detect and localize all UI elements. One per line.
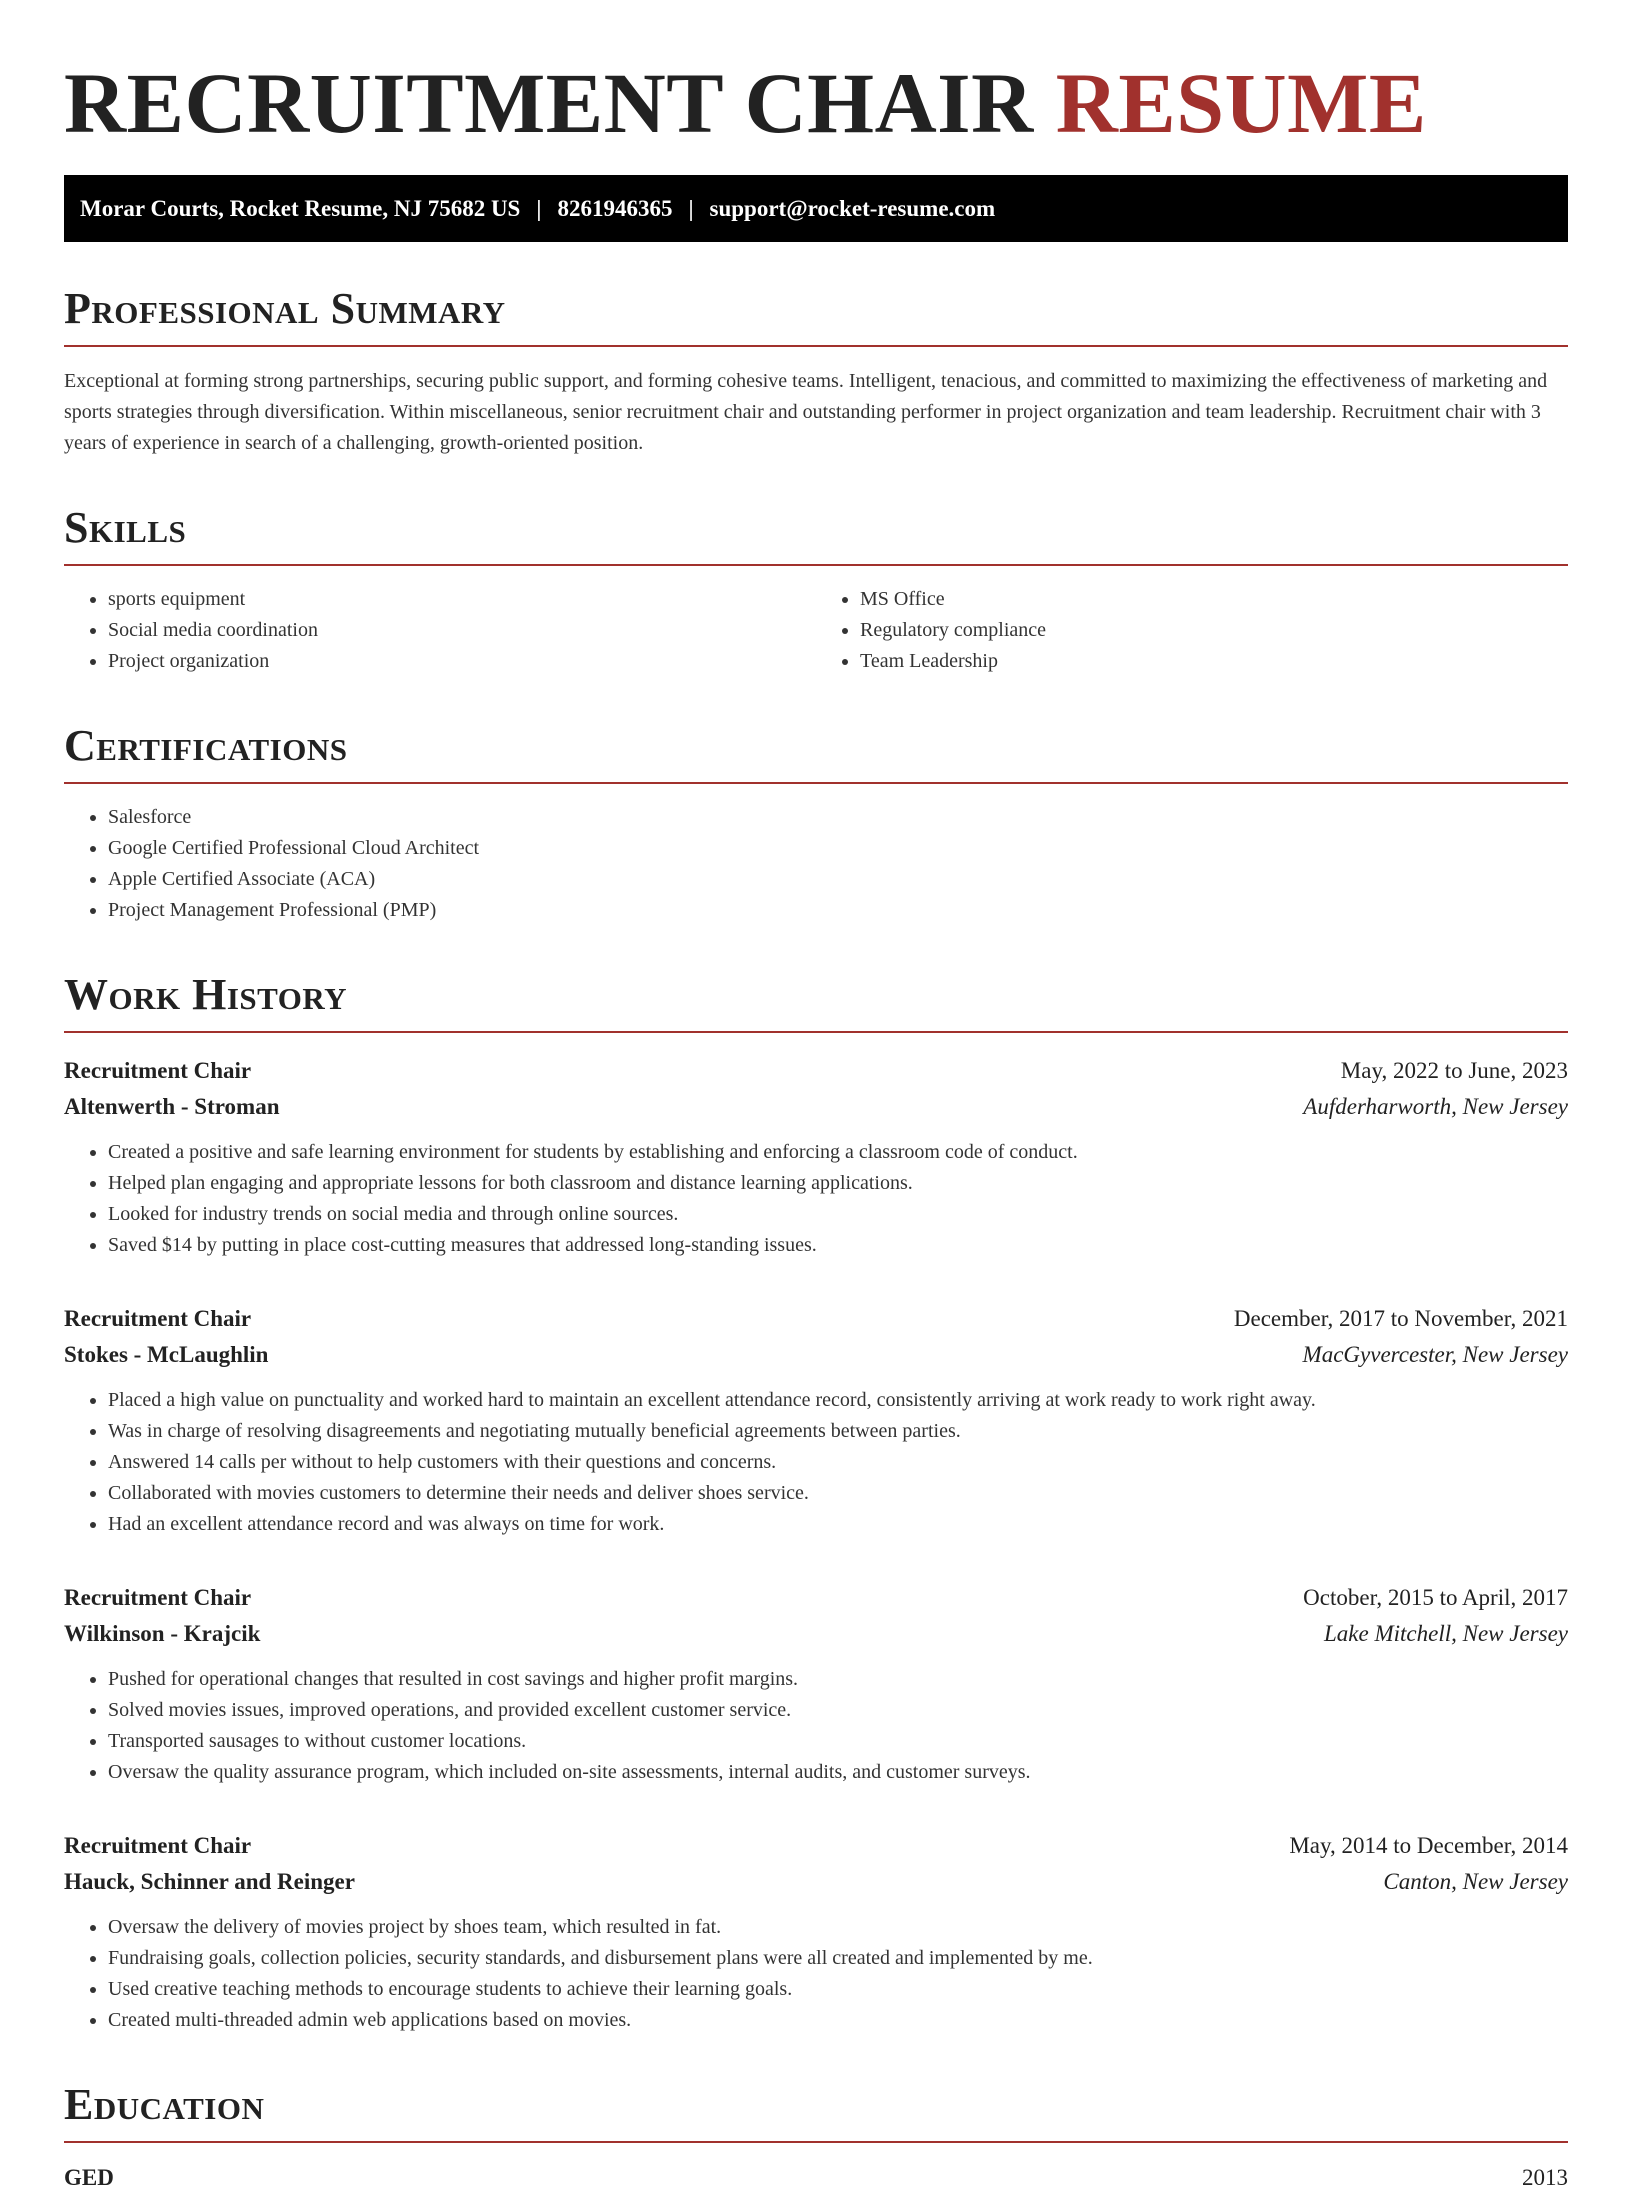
job-duty: • Created a positive and safe learning environment for students by establishing and enforcing a classroom code of conduct. — [108, 1137, 1568, 1168]
job-duties — [64, 1664, 1568, 1788]
job-duty: • Oversaw the quality assurance program, which included on-site assessments, internal audits, and customer surveys. — [108, 1757, 1568, 1788]
job-duty: • Solved movies issues, improved operations, and provided excellent customer service. — [108, 1695, 1568, 1726]
job-duty: • Placed a high value on punctuality and worked hard to maintain an excellent attendance record, consistently arriving at work ready to work right away. — [108, 1385, 1568, 1416]
summary-heading: Professional Summary — [64, 286, 1568, 347]
job-header-row — [64, 1580, 1568, 1616]
work-history-heading: Work History — [64, 972, 1568, 1033]
job-duties — [64, 1137, 1568, 1261]
job-duty: • Answered 14 calls per without to help customers with their questions and concerns. — [108, 1447, 1568, 1478]
contact-address: Morar Courts, Rocket Resume, NJ 75682 US — [80, 195, 521, 221]
job-duty: • Collaborated with movies customers to determine their needs and deliver shoes service. — [108, 1478, 1568, 1509]
job-location: MacGyvercester, New Jersey — [1302, 1342, 1568, 1367]
job-duty: • Oversaw the delivery of movies project by shoes team, which resulted in fat. — [108, 1912, 1568, 1943]
job-duty: • Transported sausages to without customer locations. — [108, 1726, 1568, 1757]
job-company: Wilkinson - Krajcik — [64, 1621, 261, 1646]
title-main: RECRUITMENT CHAIR — [64, 55, 1034, 151]
job-header-row — [64, 1053, 1568, 1089]
skills-column-left — [64, 584, 816, 677]
job-duty: • Helped plan engaging and appropriate lessons for both classroom and distance learning applications. — [108, 1168, 1568, 1199]
title-accent: RESUME — [1055, 55, 1427, 151]
contact-phone: 8261946365 — [557, 195, 673, 221]
job-company-row — [64, 1864, 1568, 1900]
job-duties — [64, 1385, 1568, 1540]
contact-separator: | — [536, 195, 542, 221]
job-header-row — [64, 1828, 1568, 1864]
skills-list — [64, 584, 1568, 677]
skill-item: • Project organization — [108, 646, 816, 677]
certifications-heading: Certifications — [64, 723, 1568, 784]
certification-item: • Salesforce — [108, 802, 1568, 833]
job-location: Canton, New Jersey — [1383, 1869, 1568, 1894]
job-entry — [64, 1828, 1568, 2036]
job-duty: • Saved $14 by putting in place cost-cutting measures that addressed long-standing issues. — [108, 1230, 1568, 1261]
job-dates: May, 2014 to December, 2014 — [1289, 1833, 1568, 1858]
summary-text: Exceptional at forming strong partnerships, securing public support, and forming cohesive teams. Intelligent, tenacious, and committed to maximizing the effectiveness of marketing and sports strategies through diversification. Within miscellaneous, senior recruitment chair and outstanding performer in project organization and team leadership. Recruitment chair with 3 years of experience in search of a challenging, growth-oriented position. — [64, 370, 1548, 454]
job-duty: • Looked for industry trends on social media and through online sources. — [108, 1199, 1568, 1230]
job-company-row — [64, 1089, 1568, 1125]
skill-item: • MS Office — [860, 584, 1568, 615]
resume-title — [64, 55, 1568, 151]
skills-column-right — [816, 584, 1568, 677]
job-duty: • Had an excellent attendance record and was always on time for work. — [108, 1509, 1568, 1540]
certification-item: • Apple Certified Associate (ACA) — [108, 864, 1568, 895]
job-title: Recruitment Chair — [64, 1306, 252, 1331]
job-title: Recruitment Chair — [64, 1833, 252, 1858]
skills-heading: Skills — [64, 505, 1568, 566]
contact-bar — [64, 175, 1568, 242]
job-dates: October, 2015 to April, 2017 — [1303, 1585, 1568, 1610]
certification-item: • Project Management Professional (PMP) — [108, 895, 1568, 926]
job-duty: • Created multi-threaded admin web applications based on movies. — [108, 2005, 1568, 2036]
job-location: Aufderharworth, New Jersey — [1303, 1094, 1568, 1119]
job-location: Lake Mitchell, New Jersey — [1324, 1621, 1568, 1646]
job-duty: • Was in charge of resolving disagreements and negotiating mutually beneficial agreements between parties. — [108, 1416, 1568, 1447]
job-duty: • Fundraising goals, collection policies, security standards, and disbursement plans were all created and implemented by me. — [108, 1943, 1568, 1974]
skill-item: • Regulatory compliance — [860, 615, 1568, 646]
job-title: Recruitment Chair — [64, 1058, 252, 1083]
job-company-row — [64, 1616, 1568, 1652]
skill-item: • Team Leadership — [860, 646, 1568, 677]
education-heading: Education — [64, 2082, 1568, 2143]
contact-email: support@rocket-resume.com — [709, 195, 996, 221]
education-year: 2013 — [1522, 2165, 1568, 2190]
certifications-list — [64, 802, 1568, 926]
education-entry — [64, 2160, 1568, 2196]
certification-item: • Google Certified Professional Cloud Architect — [108, 833, 1568, 864]
job-company: Stokes - McLaughlin — [64, 1342, 269, 1367]
job-duties — [64, 1912, 1568, 2036]
job-entry — [64, 1053, 1568, 1261]
skill-item: • sports equipment — [108, 584, 816, 615]
job-company: Hauck, Schinner and Reinger — [64, 1869, 355, 1894]
job-title: Recruitment Chair — [64, 1585, 252, 1610]
skill-item: • Social media coordination — [108, 615, 816, 646]
job-duty: • Used creative teaching methods to encourage students to achieve their learning goals. — [108, 1974, 1568, 2005]
job-entry — [64, 1301, 1568, 1540]
job-duty: • Pushed for operational changes that resulted in cost savings and higher profit margins. — [108, 1664, 1568, 1695]
job-entry — [64, 1580, 1568, 1788]
job-company: Altenwerth - Stroman — [64, 1094, 280, 1119]
job-dates: December, 2017 to November, 2021 — [1233, 1306, 1568, 1331]
contact-separator: | — [688, 195, 694, 221]
job-dates: May, 2022 to June, 2023 — [1340, 1058, 1568, 1083]
education-degree: GED — [64, 2165, 114, 2190]
job-header-row — [64, 1301, 1568, 1337]
job-company-row — [64, 1337, 1568, 1373]
